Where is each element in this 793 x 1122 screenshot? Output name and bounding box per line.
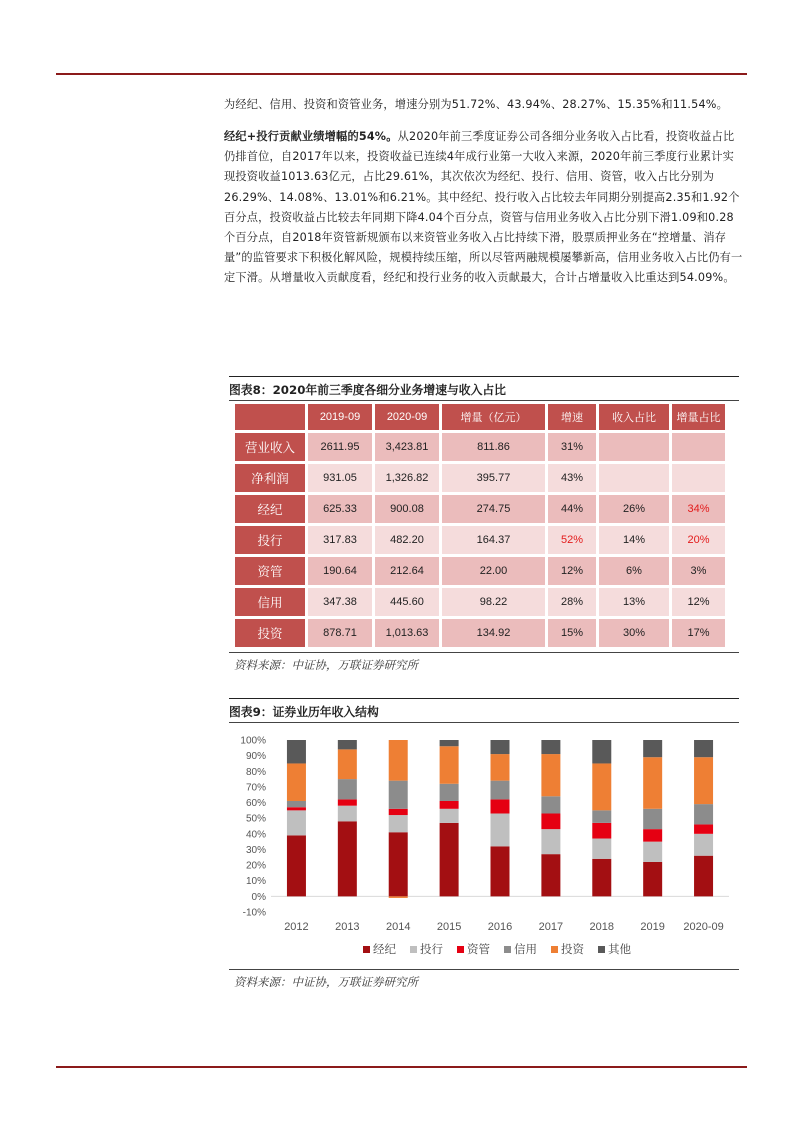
bar-segment (389, 740, 408, 781)
x-tick-label: 2016 (487, 921, 513, 933)
bar-segment (643, 740, 662, 757)
bar-segment (287, 807, 306, 810)
table-row (235, 588, 728, 619)
cell-2019: 931.05 (308, 464, 375, 495)
bar-segment (541, 740, 560, 754)
table-source: 资料来源：中证协，万联证券研究所 (234, 658, 418, 672)
cell-increment: 274.75 (442, 495, 548, 526)
cell-increment-share: 34% (672, 495, 728, 526)
x-tick-label: 2012 (284, 921, 309, 933)
footer-rule (56, 1066, 747, 1068)
row-label: 投资 (235, 619, 308, 650)
paragraph-2-lead: 经纪+投行贡献业绩增幅的54%。 (224, 130, 398, 143)
bar-segment (643, 757, 662, 809)
bar-segment (694, 804, 713, 824)
revenue-structure-chart (229, 727, 739, 967)
legend-swatch (598, 946, 605, 953)
y-tick-label: 90% (245, 751, 266, 763)
cell-2020: 1,013.63 (375, 619, 442, 650)
cell-revenue-share: 26% (599, 495, 672, 526)
cell-growth: 44% (548, 495, 599, 526)
cell-2020: 3,423.81 (375, 433, 442, 464)
y-tick-label: 60% (245, 798, 266, 810)
y-tick-label: 40% (245, 829, 266, 841)
cell-increment-share: 20% (672, 526, 728, 557)
cell-growth: 15% (548, 619, 599, 650)
x-tick-label: 2019 (640, 921, 665, 933)
table-header-cell: 收入占比 (599, 404, 672, 433)
bar-segment (592, 823, 611, 839)
x-tick-label: 2017 (538, 921, 564, 933)
table-row (235, 464, 728, 495)
table-header-cell: 2019-09 (308, 404, 375, 433)
bar-segment (440, 809, 459, 823)
bar-segment (643, 862, 662, 896)
bar-segment (440, 823, 459, 896)
bar-segment (541, 796, 560, 813)
cell-2020: 1,326.82 (375, 464, 442, 495)
business-growth-table (235, 404, 728, 650)
bar-segment (440, 740, 459, 746)
cell-revenue-share: 6% (599, 557, 672, 588)
header-rule (56, 73, 747, 75)
bar-segment (440, 801, 459, 809)
bar-segment (287, 801, 306, 807)
bar-segment (338, 740, 357, 749)
cell-growth: 12% (548, 557, 599, 588)
table-row (235, 433, 728, 464)
cell-2019: 347.38 (308, 588, 375, 619)
bar-segment (389, 832, 408, 896)
table-header-cell: 增量占比 (672, 404, 728, 433)
x-tick-label: 2015 (436, 921, 462, 933)
cell-increment: 98.22 (442, 588, 548, 619)
table-row (235, 619, 728, 650)
paragraph-1: 为经纪、信用、投资和资管业务，增速分别为51.72%、43.94%、28.27%、15.35%和11.54%。 (224, 98, 728, 111)
legend-swatch (551, 946, 558, 953)
cell-2019: 2611.95 (308, 433, 375, 464)
bar-segment (541, 813, 560, 829)
cell-revenue-share: 14% (599, 526, 672, 557)
cell-revenue-share (599, 433, 672, 464)
cell-revenue-share (599, 464, 672, 495)
bar-segment (592, 839, 611, 859)
bar-segment (643, 809, 662, 829)
y-tick-label: 80% (245, 766, 266, 778)
bar-segment (338, 749, 357, 779)
table-header-cell: 2020-09 (375, 404, 442, 433)
cell-2019: 190.64 (308, 557, 375, 588)
cell-growth: 52% (548, 526, 599, 557)
table-caption-rule-top (229, 376, 739, 377)
cell-increment-share (672, 464, 728, 495)
bar-segment (338, 806, 357, 822)
row-label: 投行 (235, 526, 308, 557)
x-tick-label: 2020-09 (683, 921, 724, 933)
cell-increment: 164.37 (442, 526, 548, 557)
y-tick-label: 100% (240, 735, 266, 747)
bar-segment (643, 842, 662, 862)
legend-label: 经纪 (373, 944, 396, 956)
legend-label: 投行 (420, 944, 443, 956)
bar-segment (592, 810, 611, 823)
table-bottom-rule (229, 652, 739, 653)
chart-caption: 图表9：证券业历年收入结构 (229, 705, 379, 719)
x-tick-label: 2014 (385, 921, 411, 933)
bar-segment (491, 754, 510, 781)
bar-segment (389, 815, 408, 832)
bar-segment (491, 799, 510, 813)
bar-segment (491, 740, 510, 754)
cell-2020: 445.60 (375, 588, 442, 619)
cell-growth: 43% (548, 464, 599, 495)
bar-segment (694, 856, 713, 897)
bar-segment-negative (389, 896, 408, 898)
table-header-corner (235, 404, 308, 433)
cell-2019: 625.33 (308, 495, 375, 526)
bar-segment (694, 834, 713, 856)
legend-swatch (363, 946, 370, 953)
y-tick-label: 70% (245, 782, 266, 794)
bar-segment (541, 754, 560, 796)
legend-swatch (457, 946, 464, 953)
table-header-cell: 增速 (548, 404, 599, 433)
table-row (235, 557, 728, 588)
bar-segment (643, 829, 662, 842)
bar-segment (338, 779, 357, 799)
cell-2020: 482.20 (375, 526, 442, 557)
row-label: 营业收入 (235, 433, 308, 464)
legend-label: 投资 (561, 944, 584, 956)
cell-increment: 811.86 (442, 433, 548, 464)
cell-2020: 212.64 (375, 557, 442, 588)
x-tick-label: 2013 (335, 921, 360, 933)
chart-caption-rule-top (229, 698, 739, 699)
bar-segment (541, 854, 560, 896)
table-header-row (235, 404, 728, 433)
bar-segment (287, 763, 306, 801)
chart-bottom-rule (229, 969, 739, 970)
bar-segment (338, 799, 357, 805)
cell-revenue-share: 30% (599, 619, 672, 650)
bar-segment (491, 813, 510, 846)
paragraph-2 (224, 127, 744, 289)
cell-increment-share: 17% (672, 619, 728, 650)
bar-segment (592, 859, 611, 897)
bar-segment (287, 810, 306, 835)
cell-increment: 395.77 (442, 464, 548, 495)
row-label: 净利润 (235, 464, 308, 495)
row-label: 经纪 (235, 495, 308, 526)
row-label: 信用 (235, 588, 308, 619)
chart-source: 资料来源：中证协，万联证券研究所 (234, 975, 418, 989)
table-row (235, 526, 728, 557)
paragraph-2-text: 从2020年前三季度证券公司各细分业务收入占比看，投资收益占比仍排首位，自2017年以来，投资收益已连续4年成行业第一大收入来源，2020年前三季度行业累计实现投资收益1013.63亿元，占比29.61%，其次依次为经纪、投行、信用、资管，收入占比分别为26.29%、14.08%、13.01%和6.21%。其中经纪、投行收入占比较去年同期分别提高2.35和1.92个百分点，投资收益占比较去年同期下降4.04个百分点，资管与信用业务收入占比分别下滑1.09和0.28个百分点，自2018年资管新规颁布以来资管业务收入占比持续下滑，股票质押业务在“控增量、消存量”的监管要求下积极化解风险，规模持续压缩，所以尽管两融规模屡攀新高，信用业务收入占比仍有一定下滑。从增量收入贡献度看，经纪和投行业务的收入贡献最大，合计占增量收入比重达到54.09%。 (224, 130, 743, 285)
table-row (235, 495, 728, 526)
y-tick-label: 20% (245, 860, 266, 872)
bar-segment (592, 763, 611, 810)
bar-segment (694, 824, 713, 833)
chart-caption-rule-bottom (229, 722, 739, 723)
cell-growth: 31% (548, 433, 599, 464)
bar-segment (592, 740, 611, 763)
cell-increment-share: 3% (672, 557, 728, 588)
legend-swatch (504, 946, 511, 953)
bar-segment (338, 821, 357, 896)
bar-segment (694, 757, 713, 804)
legend-label: 信用 (514, 944, 537, 956)
cell-increment-share (672, 433, 728, 464)
table-header-cell: 增量（亿元） (442, 404, 548, 433)
bar-segment (491, 781, 510, 800)
y-tick-label: 50% (245, 813, 266, 825)
bar-segment (440, 784, 459, 801)
cell-2019: 878.71 (308, 619, 375, 650)
bar-segment (541, 829, 560, 854)
row-label: 资管 (235, 557, 308, 588)
y-tick-label: -10% (242, 907, 266, 919)
cell-increment: 22.00 (442, 557, 548, 588)
y-tick-label: 0% (251, 891, 266, 903)
bar-segment (491, 846, 510, 896)
cell-increment: 134.92 (442, 619, 548, 650)
bar-segment (287, 835, 306, 896)
cell-growth: 28% (548, 588, 599, 619)
y-tick-label: 30% (245, 844, 266, 856)
bar-segment (389, 781, 408, 809)
legend-label: 资管 (467, 944, 490, 956)
cell-increment-share: 12% (672, 588, 728, 619)
bar-segment (287, 740, 306, 763)
legend-swatch (410, 946, 417, 953)
bar-segment (389, 809, 408, 815)
legend-label: 其他 (608, 944, 631, 956)
cell-2019: 317.83 (308, 526, 375, 557)
bar-segment (440, 746, 459, 784)
cell-2020: 900.08 (375, 495, 442, 526)
table-caption: 图表8：2020年前三季度各细分业务增速与收入占比 (229, 383, 506, 397)
cell-revenue-share: 13% (599, 588, 672, 619)
bar-segment (694, 740, 713, 757)
y-tick-label: 10% (245, 876, 266, 888)
x-tick-label: 2018 (589, 921, 615, 933)
table-caption-rule-bottom (229, 400, 739, 401)
